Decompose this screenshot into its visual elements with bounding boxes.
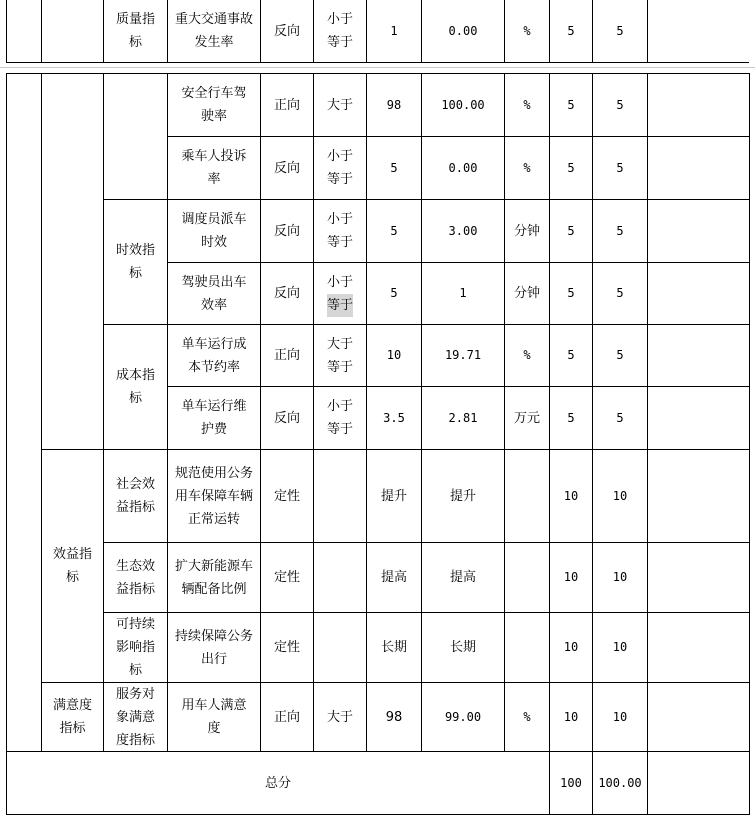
indicator-text: 用车人满意度: [181, 698, 247, 736]
row-eco-indicator: [168, 543, 260, 612]
direction-text: 反向: [273, 286, 300, 301]
row-maintenance-direction: [261, 387, 313, 449]
target-text: 长期: [380, 640, 407, 655]
timeliness-label: 时效指标: [115, 243, 155, 281]
top-unit-cell: [505, 0, 549, 62]
row-complaint-score: [593, 137, 647, 199]
score-text: 5: [616, 160, 624, 175]
weight-text: 5: [567, 348, 575, 362]
row-safe-driving-indicator: [168, 74, 260, 136]
top-operator-cell: [314, 0, 366, 62]
row-dispatch-score: [593, 200, 647, 262]
top-weight-cell: [550, 0, 592, 62]
actual-text: 提高: [449, 570, 476, 585]
row-driver-operator: [314, 263, 366, 324]
indicator-text: 乘车人投诉率: [181, 149, 247, 187]
score-text: 5: [616, 223, 624, 238]
row-social-subcategory: [104, 450, 167, 542]
top-category-cell: [104, 0, 167, 62]
top-target-text: 1: [390, 23, 398, 38]
row-dispatch-weight: [550, 200, 592, 262]
subcategory-text: 生态效益指标: [115, 558, 155, 597]
row-social-target: [367, 450, 421, 542]
row-sustain-direction: [261, 613, 313, 682]
row-maintenance-actual: [422, 387, 504, 449]
indicator-text: 单车运行成本节约率: [181, 336, 247, 375]
row-cost-saving-indicator: [168, 325, 260, 386]
actual-text: 提升: [449, 488, 476, 504]
cost-label-cell: [104, 325, 167, 449]
cost-label: 成本指标: [115, 368, 155, 406]
score-text: 5: [616, 410, 624, 425]
row-maintenance-score: [593, 387, 647, 449]
row-social-unit: [505, 450, 549, 542]
actual-text: 1: [459, 286, 467, 300]
row-dispatch-indicator: [168, 200, 260, 262]
target-text: 10: [386, 348, 402, 362]
direction-text: 正向: [273, 709, 300, 725]
row-satisfaction-score: [593, 683, 647, 751]
operator-text: 小于等于: [326, 399, 353, 437]
weight-text: 10: [563, 709, 579, 724]
target-text: 3.5: [383, 410, 405, 425]
row-dispatch-actual: [422, 200, 504, 262]
top-target-cell: [367, 0, 421, 62]
row-driver-weight: [550, 263, 592, 324]
weight-text: 5: [567, 223, 575, 238]
score-text: 5: [616, 348, 624, 362]
row-complaint-indicator: [168, 137, 260, 199]
unit-text: %: [523, 97, 531, 112]
row-satisfaction-unit: [505, 683, 549, 751]
row-social-direction: [261, 450, 313, 542]
operator-text: 大于: [326, 97, 353, 113]
row-sustain-actual: [422, 613, 504, 682]
operator-line2-highlighted: 等于: [327, 294, 353, 317]
total-weight: 100: [560, 775, 582, 790]
actual-text: 2.81: [448, 410, 478, 425]
total-score-cell: [593, 752, 647, 814]
top-unit-text: %: [523, 23, 531, 38]
operator-text: 小于等于: [326, 149, 353, 187]
row-cost-saving-target: [367, 325, 421, 386]
direction-text: 正向: [273, 348, 300, 363]
row-driver-unit: [505, 263, 549, 324]
indicator-text: 安全行车驾驶率: [181, 86, 247, 124]
top-direction-text: 反向: [273, 23, 300, 39]
subcategory-text: 服务对象满意度指标: [115, 686, 155, 748]
row-satisfaction-operator: [314, 683, 366, 751]
total-label-cell: [7, 752, 549, 814]
row-complaint-target: [367, 137, 421, 199]
row-sustain-subcategory: [104, 613, 167, 682]
row-cost-saving-score: [593, 325, 647, 386]
row-sustain-unit: [505, 613, 549, 682]
actual-text: 0.00: [448, 160, 478, 175]
direction-text: 反向: [273, 223, 300, 239]
indicator-text: 扩大新能源车辆配备比例: [174, 558, 253, 597]
target-text: 提高: [380, 570, 407, 585]
target-text: 98: [386, 97, 402, 112]
row-eco-score: [593, 543, 647, 612]
row-safe-driving-operator: [314, 74, 366, 136]
row-cost-saving-weight: [550, 325, 592, 386]
top-actual-cell: [422, 0, 504, 62]
row-dispatch-unit: [505, 200, 549, 262]
direction-text: 正向: [273, 97, 300, 113]
subcategory-text: 社会效益指标: [115, 477, 155, 515]
total-score: 100.00: [598, 775, 642, 790]
operator-text: 小于等于: [326, 212, 353, 250]
row-safe-driving-direction: [261, 74, 313, 136]
row-satisfaction-target: [367, 683, 421, 751]
row-maintenance-indicator: [168, 387, 260, 449]
benefit-label-cell: [42, 450, 103, 682]
row-driver-indicator: [168, 263, 260, 324]
row-safe-driving-weight: [550, 74, 592, 136]
row-safe-driving-unit: [505, 74, 549, 136]
direction-text: 定性: [273, 570, 300, 585]
row-social-indicator: [168, 450, 260, 542]
top-weight-text: 5: [567, 23, 575, 38]
row-cost-saving-actual: [422, 325, 504, 386]
row-cost-saving-direction: [261, 325, 313, 386]
row-dispatch-direction: [261, 200, 313, 262]
row-satisfaction-direction: [261, 683, 313, 751]
timeliness-label-cell: [104, 200, 167, 324]
page-break-line: [0, 67, 755, 68]
row-eco-unit: [505, 543, 549, 612]
operator-line1: 小于: [326, 274, 353, 290]
top-score-cell: [593, 0, 647, 62]
row-social-weight: [550, 450, 592, 542]
row-safe-driving-target: [367, 74, 421, 136]
target-text: 提升: [380, 488, 407, 504]
row-social-actual: [422, 450, 504, 542]
row-eco-direction: [261, 543, 313, 612]
row-driver-actual: [422, 263, 504, 324]
weight-text: 10: [563, 488, 579, 503]
operator-text: 大于等于: [326, 336, 353, 375]
unit-text: 分钟: [513, 286, 540, 301]
operator-text: 大于: [326, 709, 353, 725]
row-maintenance-target: [367, 387, 421, 449]
row-complaint-actual: [422, 137, 504, 199]
row-satisfaction-indicator: [168, 683, 260, 751]
score-text: 10: [612, 570, 628, 584]
row-satisfaction-subcategory: [104, 683, 167, 751]
row-sustain-weight: [550, 613, 592, 682]
unit-text: 万元: [513, 410, 540, 426]
unit-text: %: [523, 160, 531, 175]
top-operator-text: 小于等于: [326, 12, 353, 50]
target-text: 5: [390, 223, 398, 238]
total-label: 总分: [264, 775, 291, 791]
indicator-text: 持续保障公务出行: [174, 628, 253, 667]
row-complaint-direction: [261, 137, 313, 199]
row-eco-actual: [422, 543, 504, 612]
unit-text: 分钟: [513, 223, 540, 239]
actual-text: 19.71: [444, 348, 482, 362]
target-text: 5: [390, 160, 398, 175]
weight-text: 10: [563, 570, 579, 584]
row-maintenance-weight: [550, 387, 592, 449]
row-driver-target: [367, 263, 421, 324]
target-text: 5: [390, 286, 398, 300]
total-weight-cell: [550, 752, 592, 814]
row-maintenance-unit: [505, 387, 549, 449]
top-indicator-text: 重大交通事故发生率: [174, 12, 253, 50]
benefit-label: 效益指标: [52, 547, 92, 585]
actual-text: 100.00: [441, 97, 485, 112]
row-social-score: [593, 450, 647, 542]
row-satisfaction-weight: [550, 683, 592, 751]
row-maintenance-operator: [314, 387, 366, 449]
direction-text: 定性: [273, 640, 300, 655]
weight-text: 5: [567, 410, 575, 425]
weight-text: 5: [567, 286, 575, 300]
direction-text: 反向: [273, 160, 300, 176]
unit-text: %: [523, 709, 531, 724]
indicator-text: 单车运行维护费: [181, 399, 247, 437]
row-dispatch-target: [367, 200, 421, 262]
row-sustain-indicator: [168, 613, 260, 682]
indicator-text: 驾驶员出车效率: [181, 274, 247, 313]
row-eco-operator: [314, 543, 366, 612]
direction-text: 定性: [273, 488, 300, 504]
row-sustain-score: [593, 613, 647, 682]
score-text: 5: [616, 97, 624, 112]
row-eco-subcategory: [104, 543, 167, 612]
score-text: 10: [612, 709, 628, 724]
top-score-text: 5: [616, 23, 624, 38]
row-driver-direction: [261, 263, 313, 324]
row-eco-target: [367, 543, 421, 612]
direction-text: 反向: [273, 410, 300, 426]
top-category-text: 质量指标: [115, 12, 155, 50]
actual-text: 3.00: [448, 223, 478, 238]
score-text: 5: [616, 286, 624, 300]
top-indicator-cell: [168, 0, 260, 62]
row-complaint-operator: [314, 137, 366, 199]
indicator-text: 调度员派车时效: [181, 212, 247, 250]
row-satisfaction-actual: [422, 683, 504, 751]
row-cost-saving-unit: [505, 325, 549, 386]
row-safe-driving-actual: [422, 74, 504, 136]
actual-text: 长期: [449, 640, 476, 655]
top-direction-cell: [261, 0, 313, 62]
row-cost-saving-operator: [314, 325, 366, 386]
target-text: 98: [385, 709, 403, 725]
unit-text: %: [523, 348, 531, 362]
row-safe-driving-score: [593, 74, 647, 136]
row-dispatch-operator: [314, 200, 366, 262]
row-complaint-weight: [550, 137, 592, 199]
actual-text: 99.00: [444, 709, 482, 724]
row-driver-score: [593, 263, 647, 324]
weight-text: 10: [563, 640, 579, 654]
satisfaction-label: 满意度指标: [52, 698, 92, 736]
top-actual-text: 0.00: [448, 23, 478, 38]
weight-text: 5: [567, 160, 575, 175]
subcategory-text: 可持续影响指标: [115, 617, 155, 678]
row-sustain-target: [367, 613, 421, 682]
weight-text: 5: [567, 97, 575, 112]
row-sustain-operator: [314, 613, 366, 682]
row-complaint-unit: [505, 137, 549, 199]
score-text: 10: [612, 488, 628, 503]
row-eco-weight: [550, 543, 592, 612]
satisfaction-label-cell: [42, 683, 103, 751]
score-text: 10: [612, 640, 628, 654]
row-social-operator: [314, 450, 366, 542]
indicator-text: 规范使用公务用车保障车辆正常运转: [174, 465, 253, 527]
